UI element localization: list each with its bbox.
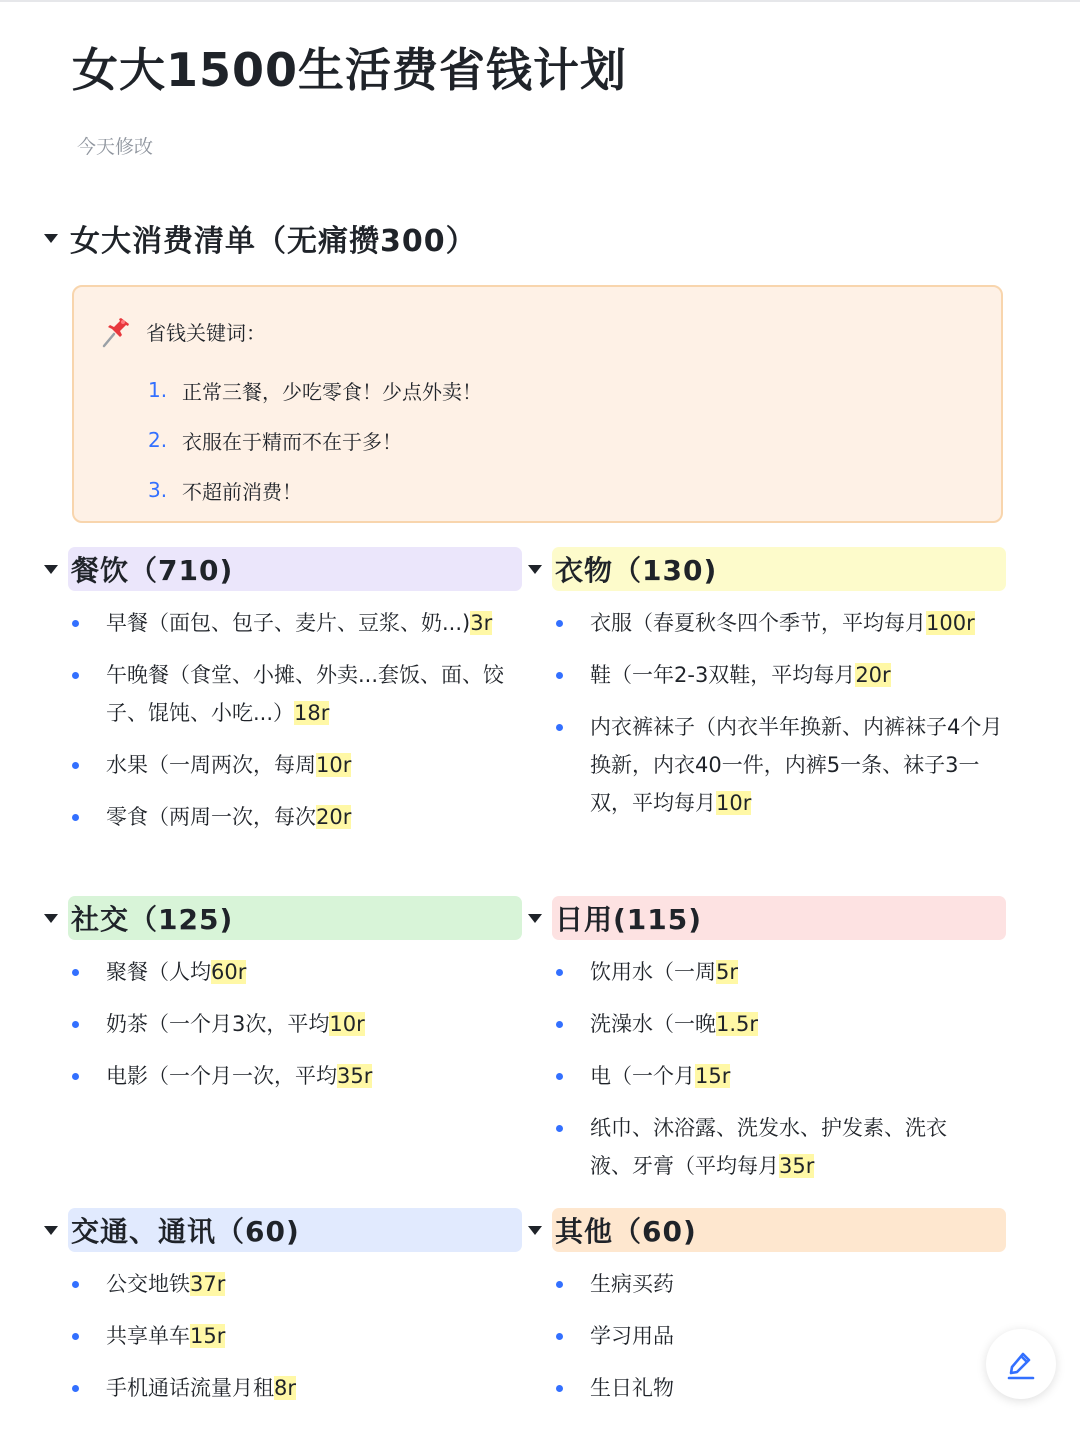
item-text: 共享单车 xyxy=(106,1324,190,1348)
item-text: 生病买药 xyxy=(590,1272,674,1296)
list-number: 2. xyxy=(148,428,168,452)
list-item xyxy=(68,1317,522,1355)
bullet-list xyxy=(68,604,522,836)
amount-highlight: 35r xyxy=(337,1064,373,1088)
collapse-triangle-icon[interactable] xyxy=(528,914,542,923)
heading-text: 女大消费清单（无痛攒300） xyxy=(70,224,477,259)
amount-highlight: 35r xyxy=(779,1154,815,1178)
section-header[interactable] xyxy=(552,547,1006,591)
ordered-item xyxy=(148,365,482,415)
amount-highlight: 60r xyxy=(211,960,247,984)
list-item xyxy=(68,1057,522,1095)
bullet-list xyxy=(68,1265,522,1407)
section-transport xyxy=(68,1208,522,1421)
bullet-icon xyxy=(556,1281,563,1288)
item-text: 生日礼物 xyxy=(590,1376,674,1400)
item-text: 零食（两周一次，每次 xyxy=(106,805,316,829)
heading-toggle[interactable] xyxy=(44,216,477,260)
item-text: 内衣裤袜子（内衣半年换新、内裤袜子4个月换新，内衣40一件，内裤5一条、袜子3一双，平均每月 xyxy=(590,715,1003,815)
list-item xyxy=(552,604,1012,642)
bullet-icon xyxy=(72,1385,79,1392)
item-text: 鞋（一年2-3双鞋，平均每月 xyxy=(590,663,856,687)
amount-highlight: 1.5r xyxy=(716,1012,759,1036)
amount-highlight: 20r xyxy=(855,663,891,687)
section-food xyxy=(68,547,522,850)
page-title: 女大1500生活费省钱计划 xyxy=(72,43,628,97)
list-item xyxy=(68,746,522,784)
item-text: 学习用品 xyxy=(590,1324,674,1348)
item-text: 手机通话流量月租 xyxy=(106,1376,274,1400)
bullet-icon xyxy=(556,620,563,627)
list-item xyxy=(68,604,508,642)
list-item xyxy=(552,708,1004,822)
bullet-icon xyxy=(556,1021,563,1028)
collapse-triangle-icon[interactable] xyxy=(44,914,58,923)
section-header[interactable] xyxy=(68,896,522,940)
edit-button[interactable] xyxy=(986,1329,1056,1399)
item-text: 饮用水（一周 xyxy=(590,960,716,984)
section-header[interactable] xyxy=(68,547,522,591)
modified-status: 今天修改 xyxy=(77,136,154,158)
bullet-icon xyxy=(72,620,79,627)
item-text: 电（一个月 xyxy=(590,1064,695,1088)
callout-title: 省钱关键词： xyxy=(146,321,266,345)
amount-highlight: 37r xyxy=(190,1272,226,1296)
list-item xyxy=(552,1265,1006,1303)
list-item xyxy=(68,1005,522,1043)
item-text: 早餐（面包、包子、麦片、豆浆、奶...) xyxy=(106,611,471,635)
list-item xyxy=(68,798,522,836)
list-item xyxy=(552,1005,1006,1043)
section-daily xyxy=(552,896,1006,1199)
bullet-list xyxy=(552,604,1006,822)
section-header[interactable] xyxy=(68,1208,522,1252)
amount-highlight: 100r xyxy=(926,611,975,635)
bullet-icon xyxy=(72,672,79,679)
list-item xyxy=(68,953,522,991)
amount-highlight: 20r xyxy=(316,805,352,829)
collapse-triangle-icon[interactable] xyxy=(528,565,542,574)
section-title: 交通、通讯（60) xyxy=(71,1215,300,1248)
item-text: 电影（一个月一次，平均 xyxy=(106,1064,337,1088)
section-title: 餐饮（710) xyxy=(71,554,234,587)
bullet-icon xyxy=(72,814,79,821)
ordered-item xyxy=(148,465,482,515)
collapse-triangle-icon[interactable] xyxy=(44,565,58,574)
bullet-icon xyxy=(556,1385,563,1392)
amount-highlight: 3r xyxy=(470,611,493,635)
bullet-icon xyxy=(556,724,563,731)
amount-highlight: 15r xyxy=(695,1064,731,1088)
ordered-list xyxy=(148,365,482,515)
pushpin-icon xyxy=(100,315,134,349)
section-title: 社交（125) xyxy=(71,903,234,936)
section-header[interactable] xyxy=(552,896,1006,940)
bullet-list xyxy=(552,1265,1006,1407)
list-text: 衣服在于精而不在于多！ xyxy=(182,429,402,454)
bullet-icon xyxy=(72,1073,79,1080)
amount-highlight: 10r xyxy=(316,753,352,777)
item-text: 午晚餐（食堂、小摊、外卖...套饭、面、饺子、馄饨、小吃...） xyxy=(106,663,505,725)
section-social xyxy=(68,896,522,1109)
list-number: 1. xyxy=(148,378,168,402)
list-item xyxy=(552,1317,1006,1355)
top-divider xyxy=(0,0,1080,2)
bullet-icon xyxy=(72,1281,79,1288)
bullet-icon xyxy=(556,1333,563,1340)
amount-highlight: 10r xyxy=(716,791,752,815)
bullet-icon xyxy=(556,672,563,679)
list-number: 3. xyxy=(148,478,168,502)
bullet-icon xyxy=(72,969,79,976)
bullet-icon xyxy=(556,969,563,976)
amount-highlight: 5r xyxy=(716,960,738,984)
ordered-item xyxy=(148,415,482,465)
edit-icon xyxy=(1004,1347,1038,1381)
list-item xyxy=(552,1057,1006,1095)
collapse-triangle-icon[interactable] xyxy=(44,234,58,243)
item-text: 水果（一周两次，每周 xyxy=(106,753,316,777)
bullet-list xyxy=(552,953,1006,1185)
bullet-icon xyxy=(72,1333,79,1340)
section-header[interactable] xyxy=(552,1208,1006,1252)
list-item xyxy=(552,656,1006,694)
list-text: 正常三餐，少吃零食！少点外卖！ xyxy=(182,379,482,404)
list-item xyxy=(552,1369,1006,1407)
bullet-icon xyxy=(556,1073,563,1080)
section-title: 衣物（130) xyxy=(555,554,718,587)
collapse-triangle-icon[interactable] xyxy=(44,1226,58,1235)
section-title: 日用(115) xyxy=(555,903,703,936)
list-item xyxy=(552,1109,982,1185)
section-clothes xyxy=(552,547,1006,836)
list-item xyxy=(68,1265,522,1303)
list-item xyxy=(68,656,518,732)
amount-highlight: 8r xyxy=(274,1376,296,1400)
section-other xyxy=(552,1208,1006,1421)
bullet-icon xyxy=(556,1125,563,1132)
list-item xyxy=(68,1369,522,1407)
bullet-icon xyxy=(72,762,79,769)
item-text: 奶茶（一个月3次，平均 xyxy=(106,1012,330,1036)
bullet-list xyxy=(68,953,522,1095)
list-text: 不超前消费！ xyxy=(182,479,302,504)
item-text: 公交地铁 xyxy=(106,1272,190,1296)
section-title: 其他（60) xyxy=(555,1215,697,1248)
callout-box xyxy=(72,285,1003,523)
item-text: 纸巾、沐浴露、洗发水、护发素、洗衣液、牙膏（平均每月 xyxy=(590,1116,947,1178)
item-text: 洗澡水（一晚 xyxy=(590,1012,716,1036)
amount-highlight: 18r xyxy=(294,701,330,725)
bullet-icon xyxy=(72,1021,79,1028)
item-text: 衣服（春夏秋冬四个季节，平均每月 xyxy=(590,611,926,635)
amount-highlight: 15r xyxy=(190,1324,226,1348)
collapse-triangle-icon[interactable] xyxy=(528,1226,542,1235)
item-text: 聚餐（人均 xyxy=(106,960,211,984)
amount-highlight: 10r xyxy=(329,1012,365,1036)
list-item xyxy=(552,953,1006,991)
